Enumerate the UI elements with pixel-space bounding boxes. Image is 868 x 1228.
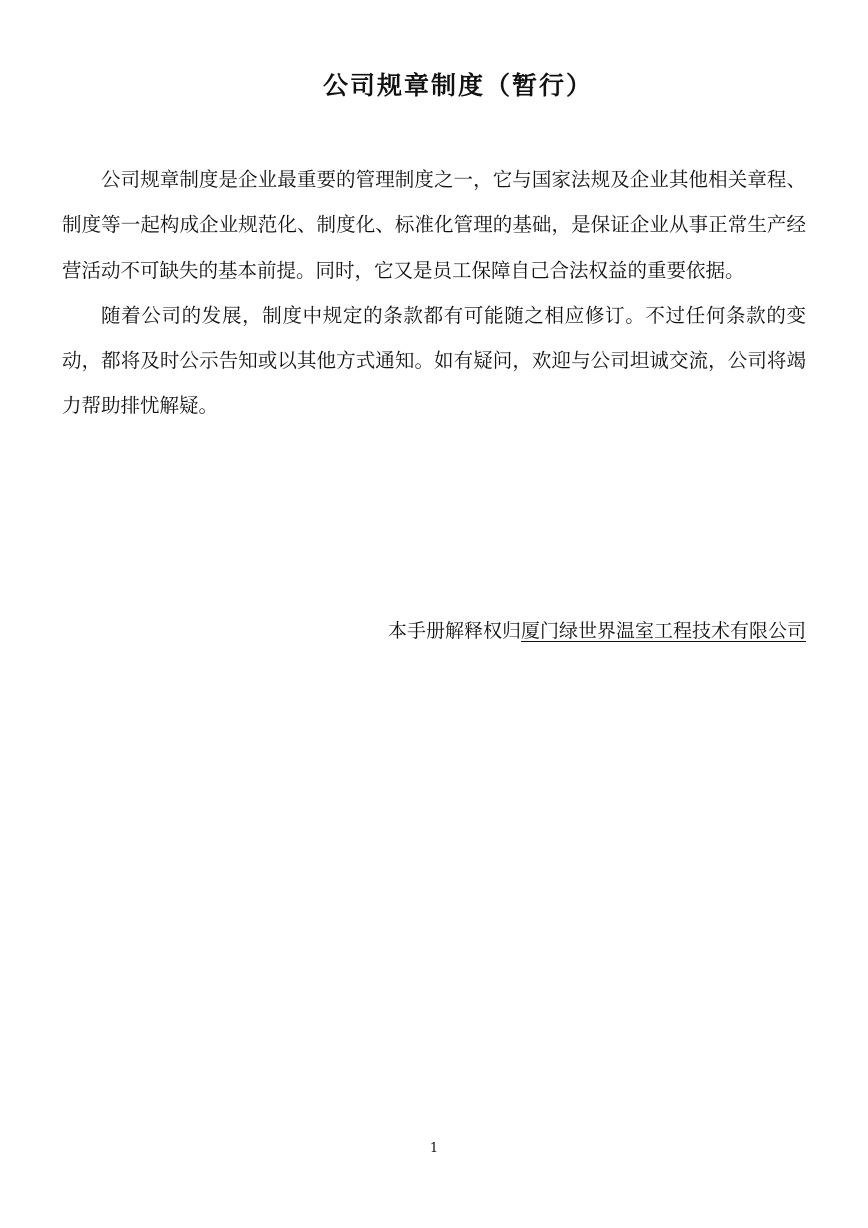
paragraph-revisions: 随着公司的发展，制度中规定的条款都有可能随之相应修订。不过任何条款的变动，都将及时公示告知或以其他方式通知。如有疑问，欢迎与公司坦诚交流，公司将竭力帮助排忧解疑。 — [62, 303, 806, 418]
document-title: 公司规章制度（暂行） — [322, 71, 593, 100]
page-number: 1 — [429, 1141, 439, 1156]
document-body — [62, 157, 806, 429]
interpretation-rights-statement — [388, 613, 806, 649]
attribution-prefix: 本手册解释权归 — [387, 620, 521, 642]
company-name: 厦门绿世界温室工程技术有限公司 — [520, 620, 806, 642]
paragraph-intro: 公司规章制度是企业最重要的管理制度之一，它与国家法规及企业其他相关章程、制度等一起构成企业规范化、制度化、标准化管理的基础，是保证企业从事正常生产经营活动不可缺失的基本前提。同时，它又是员工保障自己合法权益的重要依据。 — [62, 168, 806, 282]
